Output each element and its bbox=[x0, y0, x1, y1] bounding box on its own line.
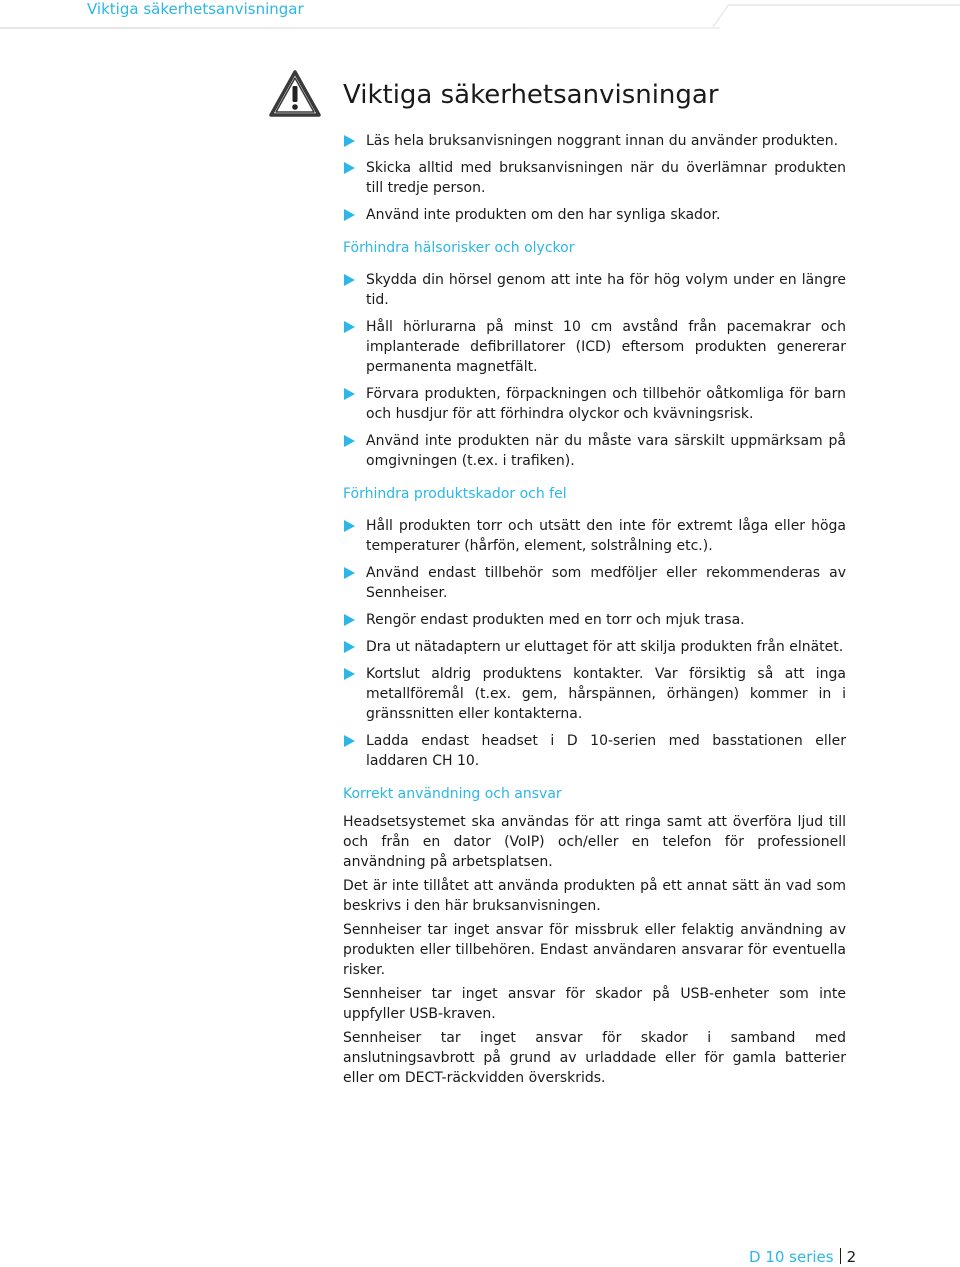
triangle-bullet-icon bbox=[344, 162, 355, 174]
running-header: Viktiga säkerhetsanvisningar bbox=[87, 0, 304, 18]
list-item: Använd inte produkten om den har synliga skador. bbox=[343, 205, 846, 225]
list-item: Dra ut nätadaptern ur eluttaget för att skilja produkten från elnätet. bbox=[343, 637, 846, 657]
section-heading-damage: Förhindra produktskador och fel bbox=[343, 486, 567, 502]
list-item: Håll produkten torr och utsätt den inte för extremt låga eller höga temperaturer (hårfön, element, solstrålning etc.). bbox=[343, 516, 846, 556]
triangle-bullet-icon bbox=[344, 735, 355, 747]
list-item: Använd inte produkten när du måste vara särskilt uppmärksam på omgivningen (t.ex. i trafiken). bbox=[343, 431, 846, 471]
header-notch bbox=[712, 4, 960, 27]
triangle-bullet-icon bbox=[344, 641, 355, 653]
triangle-bullet-icon bbox=[344, 567, 355, 579]
triangle-bullet-icon bbox=[344, 321, 355, 333]
paragraph: Sennheiser tar inget ansvar för skador på USB-enheter som inte uppfyller USB-kraven. bbox=[343, 986, 846, 1022]
triangle-bullet-icon bbox=[344, 435, 355, 447]
warning-triangle-icon bbox=[269, 70, 321, 118]
paragraph: Sennheiser tar inget ansvar för skador i samband med anslutningsavbrott på grund av urladdade eller för gamla batterier eller om DECT-räckvidden överskrids. bbox=[343, 1030, 846, 1086]
triangle-bullet-icon bbox=[344, 520, 355, 532]
header-rule bbox=[0, 27, 720, 29]
footer-series: D 10 series bbox=[749, 1248, 834, 1266]
list-item: Håll hörlurarna på minst 10 cm avstånd från pacemakrar och implanterade defibrillatorer (ICD) eftersom produkten genererar permanenta magnetfält. bbox=[343, 317, 846, 377]
page-number: 2 bbox=[846, 1248, 857, 1266]
health-bullets bbox=[343, 270, 846, 471]
damage-bullets bbox=[343, 516, 846, 771]
triangle-bullet-icon bbox=[344, 614, 355, 626]
list-item: Rengör endast produkten med en torr och mjuk trasa. bbox=[343, 610, 846, 630]
page-title: Viktiga säkerhetsanvisningar bbox=[343, 80, 719, 110]
triangle-bullet-icon bbox=[344, 388, 355, 400]
section-heading-usage: Korrekt användning och ansvar bbox=[343, 786, 562, 802]
triangle-bullet-icon bbox=[344, 274, 355, 286]
paragraph: Det är inte tillåtet att använda produkten på ett annat sätt än vad som beskrivs i den här bruksanvisningen. bbox=[343, 878, 846, 914]
list-item: Använd endast tillbehör som medföljer eller rekommenderas av Sennheiser. bbox=[343, 563, 846, 603]
footer-divider bbox=[840, 1248, 841, 1264]
page-footer bbox=[749, 1247, 856, 1267]
intro-bullets bbox=[343, 131, 846, 225]
list-item: Förvara produkten, förpackningen och tillbehör oåtkomliga för barn och husdjur för att förhindra olyckor och kvävningsrisk. bbox=[343, 384, 846, 424]
usage-paragraphs bbox=[343, 812, 846, 1088]
content bbox=[343, 131, 846, 1092]
paragraph: Headsetsystemet ska användas för att ringa samt att överföra ljud till och från en dator (VoIP) och/eller en telefon för professionell användning på arbetsplatsen. bbox=[343, 814, 846, 870]
triangle-bullet-icon bbox=[344, 668, 355, 680]
list-item: Ladda endast headset i D 10-serien med basstationen eller laddaren CH 10. bbox=[343, 731, 846, 771]
triangle-bullet-icon bbox=[344, 209, 355, 221]
list-item: Skydda din hörsel genom att inte ha för hög volym under en längre tid. bbox=[343, 270, 846, 310]
list-item: Kortslut aldrig produktens kontakter. Var försiktig så att inga metallföremål (t.ex. gem, hårspännen, örhängen) kommer in i gränssnitten eller kontakterna. bbox=[343, 664, 846, 724]
section-heading-health: Förhindra hälsorisker och olyckor bbox=[343, 240, 575, 256]
triangle-bullet-icon bbox=[344, 135, 355, 147]
list-item: Läs hela bruksanvisningen noggrant innan du använder produkten. bbox=[343, 131, 846, 151]
list-item: Skicka alltid med bruksanvisningen när du överlämnar produkten till tredje person. bbox=[343, 158, 846, 198]
paragraph: Sennheiser tar inget ansvar för missbruk eller felaktig användning av produkten eller tillbehören. Endast användaren ansvarar för eventuella risker. bbox=[343, 922, 846, 978]
